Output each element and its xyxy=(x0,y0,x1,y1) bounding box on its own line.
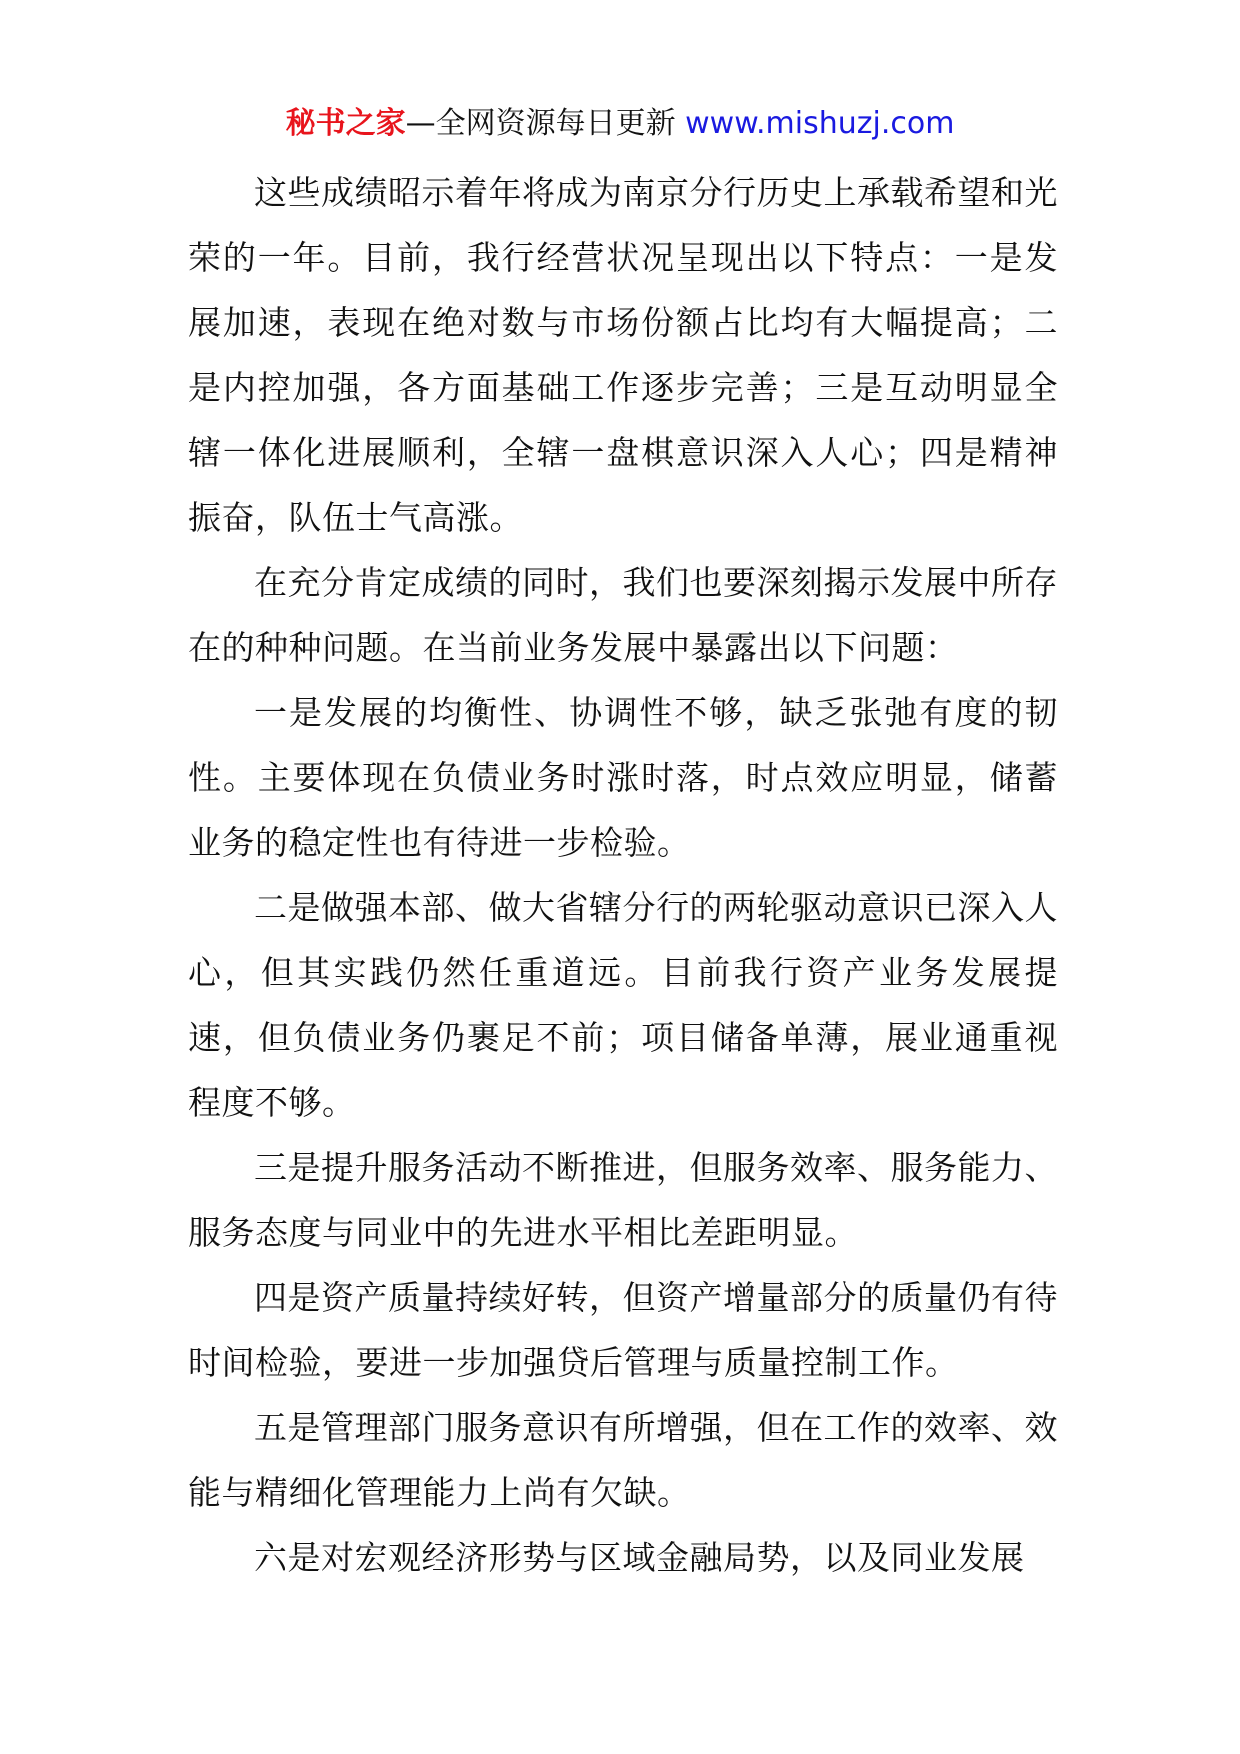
paragraph-problems-intro: 在充分肯定成绩的同时，我们也要深刻揭示发展中所存在的种种问题。在当前业务发展中暴露出以下问题： xyxy=(188,563,1058,667)
document-body xyxy=(188,160,1058,1590)
paragraph-achievements: 这些成绩昭示着年将成为南京分行历史上承载希望和光荣的一年。目前，我行经营状况呈现出以下特点：一是发展加速，表现在绝对数与市场份额占比均有大幅提高；二是内控加强，各方面基础工作逐步完善；三是互动明显全辖一体化进展顺利，全辖一盘棋意识深入人心；四是精神振奋，队伍士气高涨。 xyxy=(188,173,1058,537)
paragraph-problem-5: 五是管理部门服务意识有所增强，但在工作的效率、效能与精细化管理能力上尚有欠缺。 xyxy=(188,1408,1058,1512)
brand-name: 秘书之家 xyxy=(285,106,406,141)
paragraph-problem-3: 三是提升服务活动不断推进，但服务效率、服务能力、服务态度与同业中的先进水平相比差距明显。 xyxy=(188,1148,1058,1252)
paragraph-problem-1: 一是发展的均衡性、协调性不够，缺乏张弛有度的韧性。主要体现在负债业务时涨时落，时点效应明显，储蓄业务的稳定性也有待进一步检验。 xyxy=(188,693,1058,862)
header-tagline: —全网资源每日更新 xyxy=(405,106,686,141)
paragraph-problem-6: 六是对宏观经济形势与区域金融局势，以及同业发展 xyxy=(254,1538,1025,1577)
page-header xyxy=(0,104,1240,144)
paragraph-problem-4: 四是资产质量持续好转，但资产增量部分的质量仍有待时间检验，要进一步加强贷后管理与质量控制工作。 xyxy=(188,1278,1058,1382)
paragraph-problem-2: 二是做强本部、做大省辖分行的两轮驱动意识已深入人心，但其实践仍然任重道远。目前我行资产业务发展提速，但负债业务仍裹足不前；项目储备单薄，展业通重视程度不够。 xyxy=(188,888,1058,1122)
site-url-link[interactable]: www.mishuzj.com xyxy=(685,106,955,141)
